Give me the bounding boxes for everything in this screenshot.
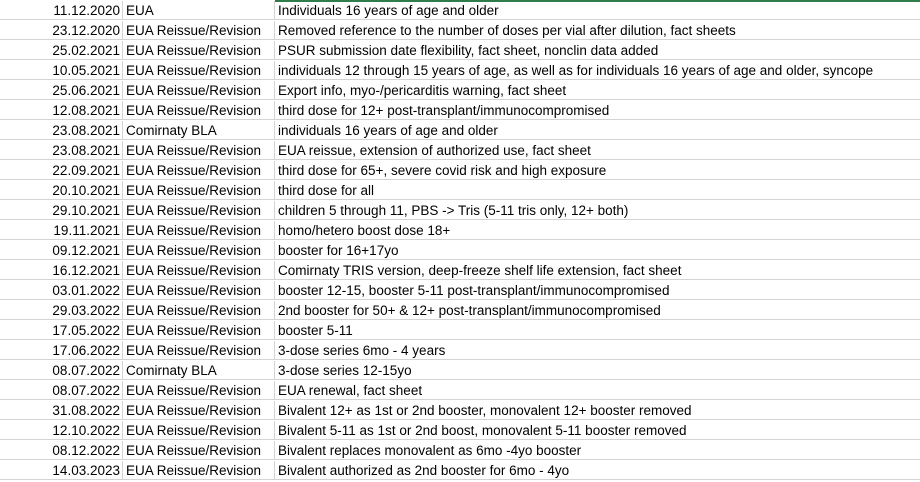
table-row bbox=[0, 261, 920, 281]
table-row bbox=[0, 321, 920, 341]
description-cell[interactable]: Removed reference to the number of doses per vial after dilution, fact sheets bbox=[275, 21, 920, 40]
table-row bbox=[0, 461, 920, 481]
description-cell[interactable]: Bivalent 5-11 as 1st or 2nd boost, monovalent 5-11 booster removed bbox=[275, 421, 920, 440]
description-cell[interactable]: children 5 through 11, PBS -> Tris (5-11 tris only, 12+ both) bbox=[275, 201, 920, 220]
type-cell[interactable]: EUA Reissue/Revision bbox=[123, 181, 275, 200]
date-cell[interactable]: 31.08.2022 bbox=[0, 401, 123, 420]
table-row bbox=[0, 401, 920, 421]
date-cell[interactable]: 11.12.2020 bbox=[0, 1, 123, 20]
table-row bbox=[0, 241, 920, 261]
type-cell[interactable]: EUA Reissue/Revision bbox=[123, 461, 275, 480]
date-cell[interactable]: 08.07.2022 bbox=[0, 381, 123, 400]
description-cell[interactable]: third dose for 12+ post-transplant/immunocompromised bbox=[275, 101, 920, 120]
date-cell[interactable]: 23.08.2021 bbox=[0, 121, 123, 140]
description-cell[interactable]: 3-dose series 12-15yo bbox=[275, 361, 920, 380]
date-cell[interactable]: 09.12.2021 bbox=[0, 241, 123, 260]
type-cell[interactable]: Comirnaty BLA bbox=[123, 121, 275, 140]
type-cell[interactable]: EUA Reissue/Revision bbox=[123, 61, 275, 80]
type-cell[interactable]: EUA Reissue/Revision bbox=[123, 21, 275, 40]
type-cell[interactable]: EUA Reissue/Revision bbox=[123, 381, 275, 400]
type-cell[interactable]: EUA Reissue/Revision bbox=[123, 161, 275, 180]
type-cell[interactable]: EUA Reissue/Revision bbox=[123, 241, 275, 260]
type-cell[interactable]: EUA Reissue/Revision bbox=[123, 81, 275, 100]
date-cell[interactable]: 16.12.2021 bbox=[0, 261, 123, 280]
description-cell[interactable]: Bivalent replaces monovalent as 6mo -4yo booster bbox=[275, 441, 920, 460]
type-cell[interactable]: EUA Reissue/Revision bbox=[123, 441, 275, 460]
description-cell[interactable]: Bivalent authorized as 2nd booster for 6mo - 4yo bbox=[275, 461, 920, 480]
table-row bbox=[0, 121, 920, 141]
type-cell[interactable]: EUA Reissue/Revision bbox=[123, 321, 275, 340]
date-cell[interactable]: 08.07.2022 bbox=[0, 361, 123, 380]
date-cell[interactable]: 08.12.2022 bbox=[0, 441, 123, 460]
description-cell[interactable]: booster 12-15, booster 5-11 post-transplant/immunocompromised bbox=[275, 281, 920, 300]
type-cell[interactable]: EUA Reissue/Revision bbox=[123, 261, 275, 280]
table-row bbox=[0, 281, 920, 301]
table-row bbox=[0, 301, 920, 321]
type-cell[interactable]: EUA Reissue/Revision bbox=[123, 421, 275, 440]
date-cell[interactable]: 25.02.2021 bbox=[0, 41, 123, 60]
description-cell[interactable]: booster for 16+17yo bbox=[275, 241, 920, 260]
description-cell[interactable]: Comirnaty TRIS version, deep-freeze shelf life extension, fact sheet bbox=[275, 261, 920, 280]
date-cell[interactable]: 19.11.2021 bbox=[0, 221, 123, 240]
date-cell[interactable]: 10.05.2021 bbox=[0, 61, 123, 80]
table-row bbox=[0, 341, 920, 361]
type-cell[interactable]: EUA Reissue/Revision bbox=[123, 221, 275, 240]
description-cell[interactable]: EUA renewal, fact sheet bbox=[275, 381, 920, 400]
date-cell[interactable]: 29.10.2021 bbox=[0, 201, 123, 220]
date-cell[interactable]: 23.08.2021 bbox=[0, 141, 123, 160]
table-row bbox=[0, 81, 920, 101]
type-cell[interactable]: EUA Reissue/Revision bbox=[123, 201, 275, 220]
table-row bbox=[0, 41, 920, 61]
type-cell[interactable]: Comirnaty BLA bbox=[123, 361, 275, 380]
date-cell[interactable]: 17.05.2022 bbox=[0, 321, 123, 340]
date-cell[interactable]: 14.03.2023 bbox=[0, 461, 123, 480]
table-row bbox=[0, 61, 920, 81]
table-row bbox=[0, 181, 920, 201]
type-cell[interactable]: EUA Reissue/Revision bbox=[123, 141, 275, 160]
description-cell[interactable]: homo/hetero boost dose 18+ bbox=[275, 221, 920, 240]
description-cell[interactable]: PSUR submission date flexibility, fact sheet, nonclin data added bbox=[275, 41, 920, 60]
table-row bbox=[0, 361, 920, 381]
table-row bbox=[0, 421, 920, 441]
type-cell[interactable]: EUA Reissue/Revision bbox=[123, 341, 275, 360]
description-cell[interactable]: Individuals 16 years of age and older bbox=[275, 1, 920, 20]
date-cell[interactable]: 12.10.2022 bbox=[0, 421, 123, 440]
table-row bbox=[0, 101, 920, 121]
type-cell[interactable]: EUA bbox=[123, 1, 275, 20]
table-row bbox=[0, 221, 920, 241]
table-row bbox=[0, 201, 920, 221]
description-cell[interactable]: 3-dose series 6mo - 4 years bbox=[275, 341, 920, 360]
table-row bbox=[0, 21, 920, 41]
date-cell[interactable]: 17.06.2022 bbox=[0, 341, 123, 360]
type-cell[interactable]: EUA Reissue/Revision bbox=[123, 281, 275, 300]
type-cell[interactable]: EUA Reissue/Revision bbox=[123, 401, 275, 420]
description-cell[interactable]: booster 5-11 bbox=[275, 321, 920, 340]
description-cell[interactable]: Export info, myo-/pericarditis warning, fact sheet bbox=[275, 81, 920, 100]
table-row bbox=[0, 1, 920, 21]
date-cell[interactable]: 03.01.2022 bbox=[0, 281, 123, 300]
description-cell[interactable]: individuals 16 years of age and older bbox=[275, 121, 920, 140]
type-cell[interactable]: EUA Reissue/Revision bbox=[123, 301, 275, 320]
date-cell[interactable]: 25.06.2021 bbox=[0, 81, 123, 100]
description-cell[interactable]: Bivalent 12+ as 1st or 2nd booster, monovalent 12+ booster removed bbox=[275, 401, 920, 420]
description-cell[interactable]: individuals 12 through 15 years of age, as well as for individuals 16 years of age and older, syncope bbox=[275, 61, 920, 80]
table-row bbox=[0, 381, 920, 401]
date-cell[interactable]: 20.10.2021 bbox=[0, 181, 123, 200]
description-cell[interactable]: third dose for 65+, severe covid risk and high exposure bbox=[275, 161, 920, 180]
table-row bbox=[0, 441, 920, 461]
date-cell[interactable]: 29.03.2022 bbox=[0, 301, 123, 320]
description-cell[interactable]: EUA reissue, extension of authorized use, fact sheet bbox=[275, 141, 920, 160]
date-cell[interactable]: 23.12.2020 bbox=[0, 21, 123, 40]
description-cell[interactable]: third dose for all bbox=[275, 181, 920, 200]
description-cell[interactable]: 2nd booster for 50+ & 12+ post-transplant/immunocompromised bbox=[275, 301, 920, 320]
type-cell[interactable]: EUA Reissue/Revision bbox=[123, 41, 275, 60]
table-row bbox=[0, 141, 920, 161]
date-cell[interactable]: 22.09.2021 bbox=[0, 161, 123, 180]
type-cell[interactable]: EUA Reissue/Revision bbox=[123, 101, 275, 120]
table-row bbox=[0, 161, 920, 181]
date-cell[interactable]: 12.08.2021 bbox=[0, 101, 123, 120]
